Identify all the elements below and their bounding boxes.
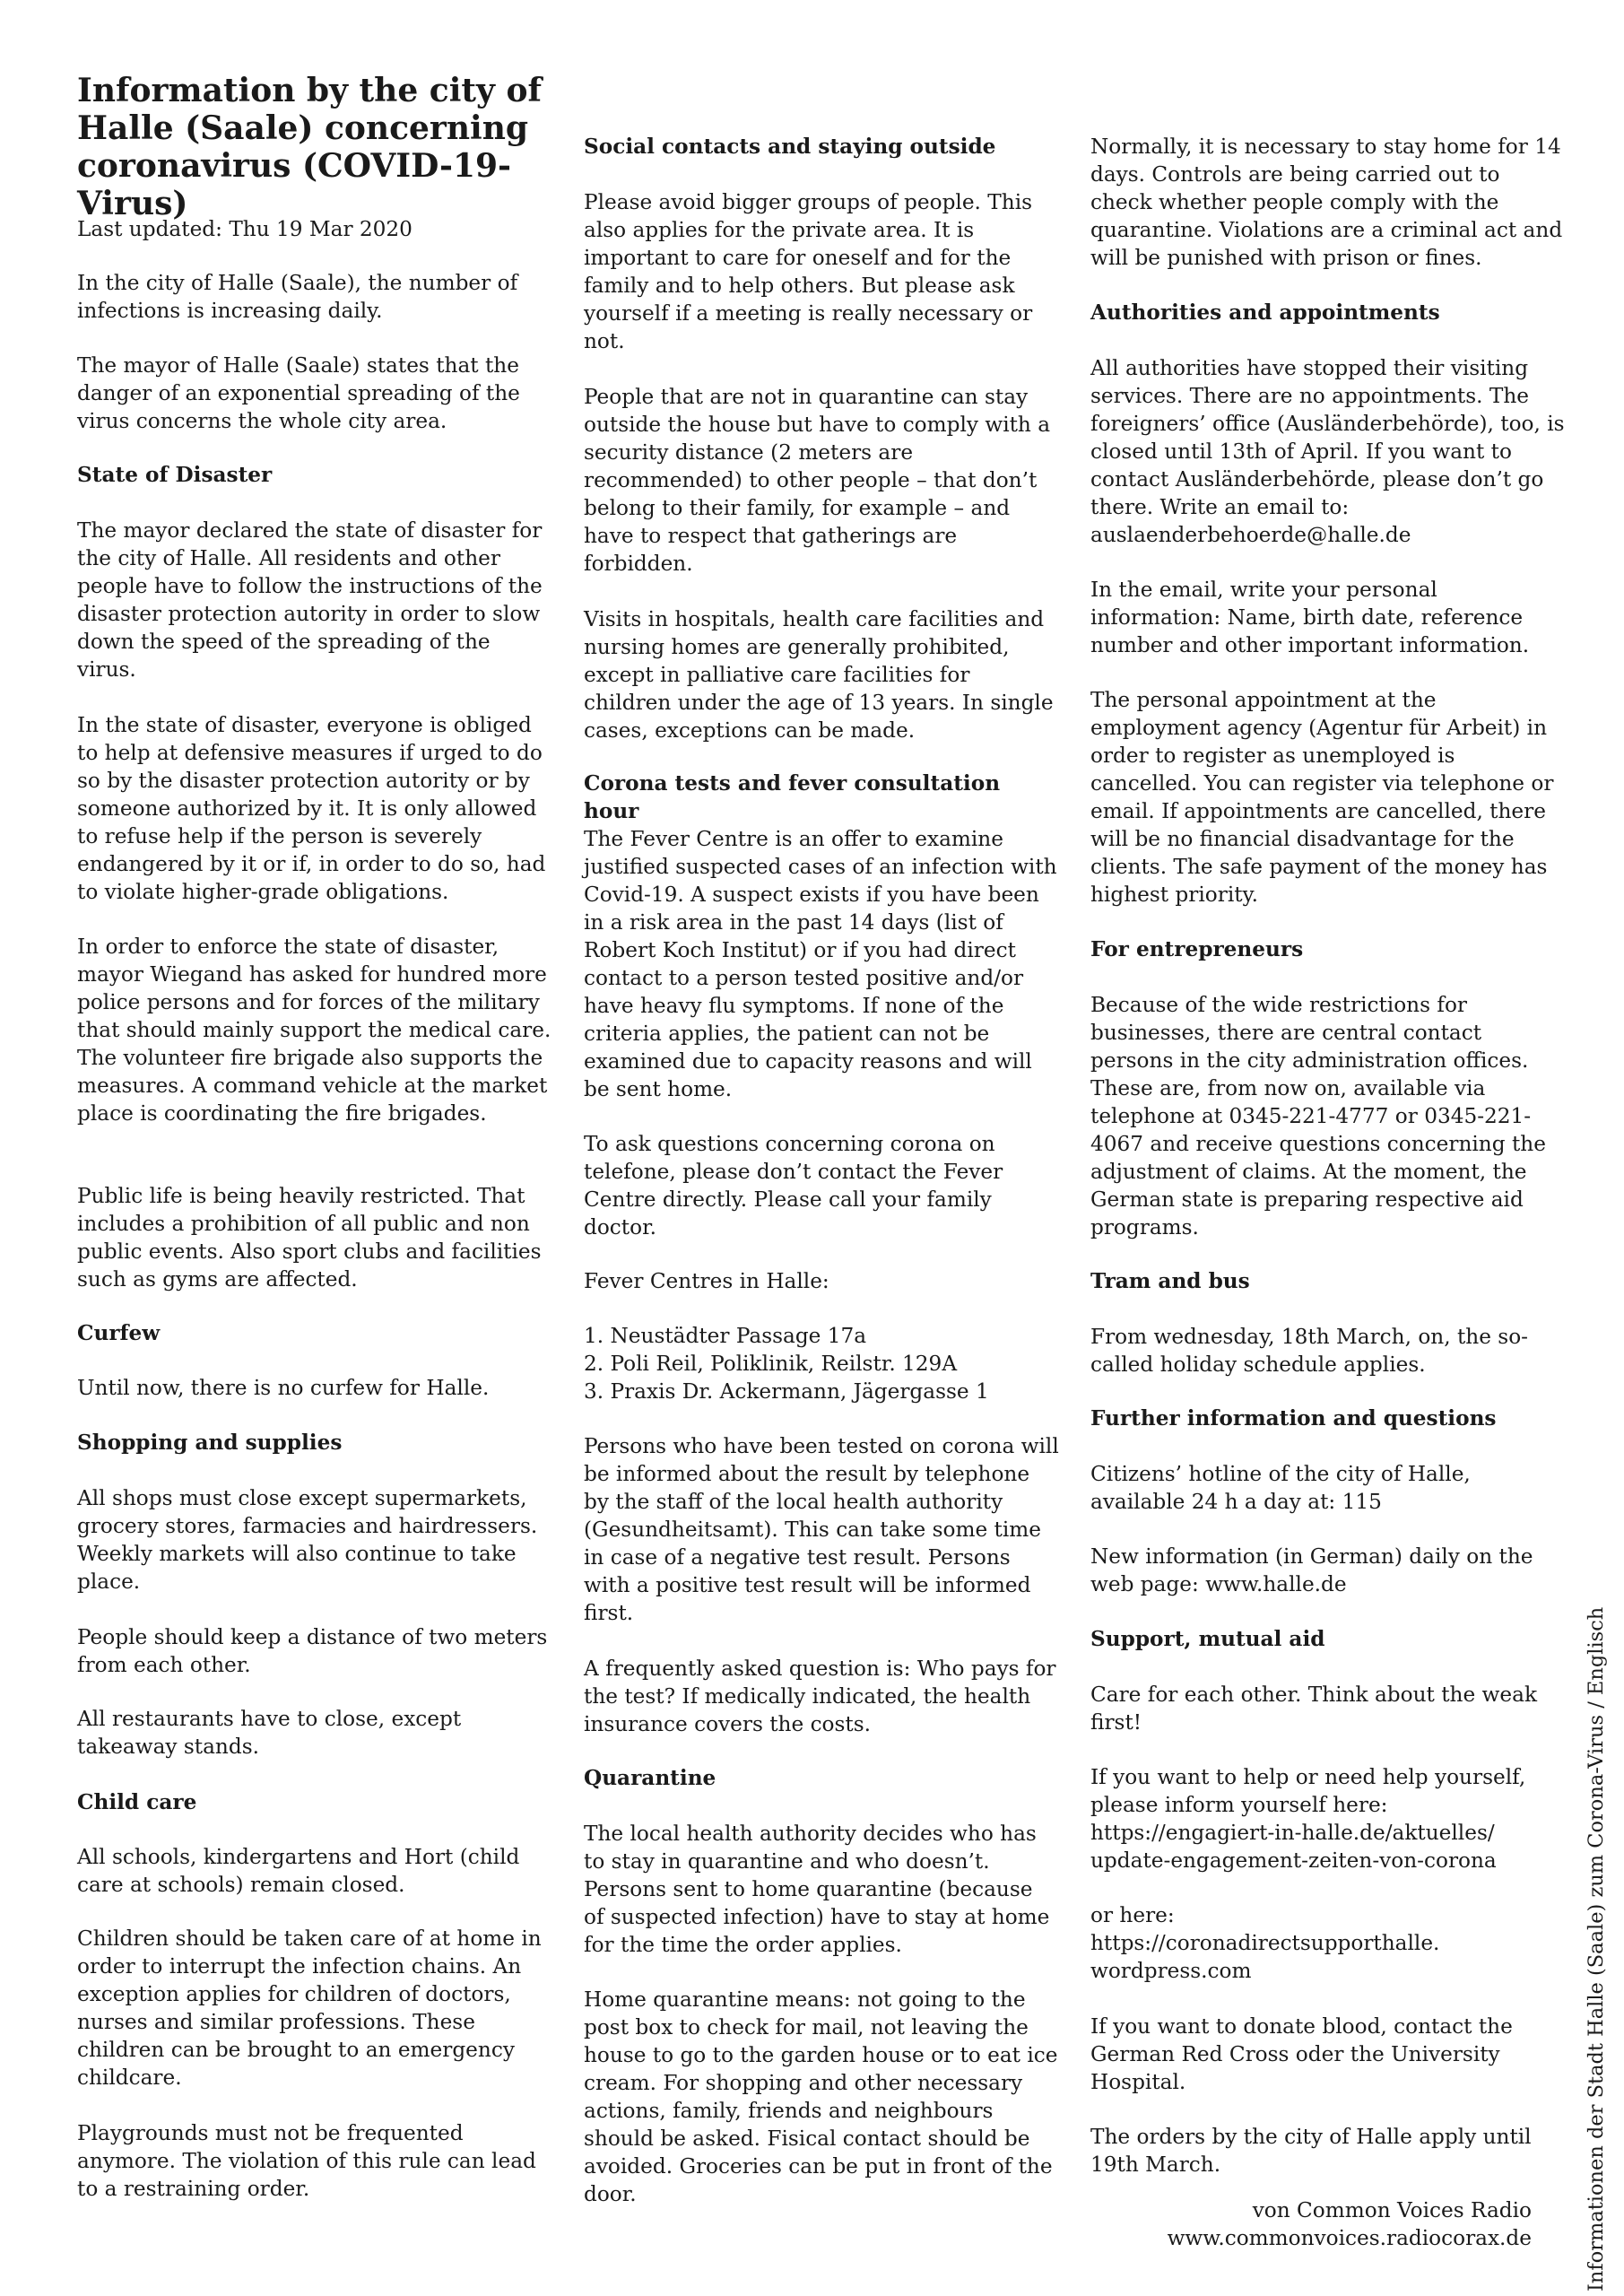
heading-curfew: Curfew (77, 1321, 161, 1345)
heading-tram-bus: Tram and bus (1090, 1269, 1250, 1293)
childcare-paragraph-1: All schools, kindergartens and Hort (child care at schools) remain closed. (77, 1845, 520, 1897)
authorities-paragraph-1: All authorities have stopped their visiting services. There are no appointments. The foreigners’ office (Ausländerbehörde), too, is closed until 13th of April. If you want to contact Ausländerbehörde, please don’t go there. Write an email to: auslaenderbehoerde@halle.de (1090, 356, 1565, 547)
heading-state-of-disaster: State of Disaster (77, 463, 273, 487)
disaster-paragraph-3: In order to enforce the state of disaster, mayor Wiegand has asked for hundred more police persons and for forces of the military that should mainly support the medical care. The volunteer fire brigade also supports the measures. A command vehicle at the market place is coordinating the fire brigades. (77, 935, 551, 1126)
tests-paragraph-4: A frequently asked question is: Who pays for the test? If medically indicated, the health insurance covers the costs. (584, 1657, 1056, 1736)
curfew-paragraph: Until now, there is no curfew for Halle. (77, 1376, 490, 1400)
heading-child-care: Child care (77, 1790, 197, 1814)
quarantine-paragraph-3: Normally, it is necessary to stay home for 14 days. Controls are being carried out to check whether people comply with the quarantine. Violations are a criminal act and will be punished with prison or fines. (1090, 135, 1563, 270)
credit-url: www.commonvoices.radiocorax.de (1167, 2226, 1532, 2250)
authorities-paragraph-3: The personal appointment at the employment agency (Agentur für Arbeit) in order to register as unemployed is cancelled. You can register via telephone or email. If appointments are cancelled, there will be no financial disadvantage for the clients. The safe payment of the money has highest priority. (1090, 688, 1554, 907)
heading-entrepreneurs: For entrepreneurs (1090, 937, 1304, 961)
authorities-paragraph-2: In the email, write your personal information: Name, birth date, reference number and other important information. (1090, 578, 1530, 657)
credit-name: von Common Voices Radio (1252, 2198, 1532, 2222)
childcare-paragraph-3: Playgrounds must not be frequented anymore. The violation of this rule can lead to a restraining order. (77, 2121, 536, 2201)
tram-paragraph: From wednesday, 18th March, on, the so-called holiday schedule applies. (1090, 1325, 1529, 1377)
shopping-paragraph-1: All shops must close except supermarkets, grocery stores, farmacies and hairdressers. Weekly markets will also continue to take place. (77, 1486, 538, 1594)
disaster-paragraph-4: Public life is being heavily restricted. That includes a prohibition of all public and non public events. Also sport clubs and facilities such as gyms are affected. (77, 1184, 542, 1292)
disaster-paragraph-1: The mayor declared the state of disaster for the city of Halle. All residents and other people have to follow the instructions of the disaster protection autority in order to slow down the speed of the spreading of the virus. (77, 518, 543, 682)
childcare-paragraph-2: Children should be taken care of at home in order to interrupt the infection chains. An exception applies for children of doctors, nurses and similar professions. These children can be brought to an emergency childcare. (77, 1926, 542, 2090)
last-updated: Last updated: Thu 19 Mar 2020 (77, 217, 413, 241)
further-paragraph-2: New information (in German) daily on the web page: www.halle.de (1090, 1544, 1533, 1596)
side-note: Informationen der Stadt Halle (Saale) zum Corona-Virus / Englisch (1585, 1606, 1608, 2292)
entrepreneurs-paragraph: Because of the wide restrictions for businesses, there are central contact persons in the city administration offices. These are, from now on, available via telephone at 0345-221-4777 or 0345-221-4067 and receive questions concerning the adjustment of claims. At the moment, the German state is preparing respective aid programs. (1090, 993, 1546, 1239)
heading-shopping: Shopping and supplies (77, 1431, 343, 1455)
heading-quarantine: Quarantine (584, 1766, 716, 1790)
support-paragraph-1: Care for each other. Think about the weak first! (1090, 1683, 1537, 1735)
heading-authorities: Authorities and appointments (1090, 300, 1440, 325)
shopping-paragraph-3: All restaurants have to close, except takeaway stands. (77, 1707, 462, 1759)
heading-support: Support, mutual aid (1090, 1627, 1325, 1651)
page-title: Information by the city of Halle (Saale) concerning coronavirus (COVID-19-Virus) (77, 72, 542, 222)
tests-paragraph-1: The Fever Centre is an offer to examine justified suspected cases of an infection with Covid-19. A suspect exists if you have been in a risk area in the past 14 days (list of Robert Koch Institut) or if you had direct contact to a person tested positive and/or have heavy flu symptoms. If none of the criteria applies, the patient can not be examined due to capacity reasons and will be sent home. (584, 827, 1057, 1101)
support-paragraph-2: If you want to help or need help yourself, please inform yourself here: https://engagiert-in-halle.de/aktuelles/ update-engagement-zeiten-von-corona (1090, 1765, 1526, 1873)
quarantine-paragraph-1: The local health authority decides who has to stay in quarantine and who doesn’t. Persons sent to home quarantine (because of suspected infection) have to stay at home for the time the order applies. (584, 1822, 1050, 1957)
support-paragraph-3: or here: https://coronadirectsupporthalle. wordpress.com (1090, 1903, 1440, 1983)
heading-social-contacts: Social contacts and staying outside (584, 135, 996, 159)
support-paragraph-4: If you want to donate blood, contact the German Red Cross oder the University Hospital. (1090, 2014, 1513, 2094)
shopping-paragraph-2: People should keep a distance of two meters from each other. (77, 1625, 548, 1677)
tests-paragraph-3: Persons who have been tested on corona will be informed about the result by telephone by the staff of the local health authority (Gesundheitsamt). This can take some time in case of a negative test result. Persons with a positive test result will be informed first. (584, 1434, 1059, 1625)
heading-corona-tests: Corona tests and fever consultation hour (584, 771, 1001, 823)
disaster-paragraph-2: In the state of disaster, everyone is obliged to help at defensive measures if urged to do so by the disaster protection autority or by someone authorized by it. It is only allowed to refuse help if the person is severely endangered by it or if, in order to do so, had to violate higher-grade obligations. (77, 713, 546, 904)
social-paragraph-3: Visits in hospitals, health care facilities and nursing homes are generally prohibited, except in palliative care facilities for children under the age of 13 years. In single cases, exceptions can be made. (584, 607, 1054, 743)
fever-centres-list: 1. Neustädter Passage 17a 2. Poli Reil, Poliklinik, Reilstr. 129A 3. Praxis Dr. Ackermann, Jägergasse 1 (584, 1324, 989, 1404)
tests-paragraph-2: To ask questions concerning corona on telefone, please don’t contact the Fever Centre directly. Please call your family doctor. (584, 1132, 1003, 1239)
intro-paragraph-1: In the city of Halle (Saale), the number of infections is increasing daily. (77, 271, 518, 323)
social-paragraph-2: People that are not in quarantine can stay outside the house but have to comply with a security distance (2 meters are recommended) to other people – that don’t belong to their family, for example – and have to respect that gatherings are forbidden. (584, 385, 1051, 576)
support-paragraph-5: The orders by the city of Halle apply until 19th March. (1090, 2125, 1532, 2177)
quarantine-paragraph-2: Home quarantine means: not going to the post box to check for mail, not leaving the house to go to the garden house or to eat ice cream. For shopping and other necessary actions, family, friends and neighbours should be asked. Fisical contact should be avoided. Groceries can be put in front of the door. (584, 1987, 1058, 2206)
social-paragraph-1: Please avoid bigger groups of people. This also applies for the private area. It is important to care for oneself and for the family and to help others. But please ask yourself if a meeting is really necessary or not. (584, 190, 1033, 353)
heading-further-information: Further information and questions (1090, 1406, 1497, 1431)
further-paragraph-1: Citizens’ hotline of the city of Halle, available 24 h a day at: 115 (1090, 1462, 1471, 1514)
intro-paragraph-2: The mayor of Halle (Saale) states that the danger of an exponential spreading of the virus concerns the whole city area. (77, 353, 520, 433)
fever-centres-label: Fever Centres in Halle: (584, 1269, 829, 1293)
